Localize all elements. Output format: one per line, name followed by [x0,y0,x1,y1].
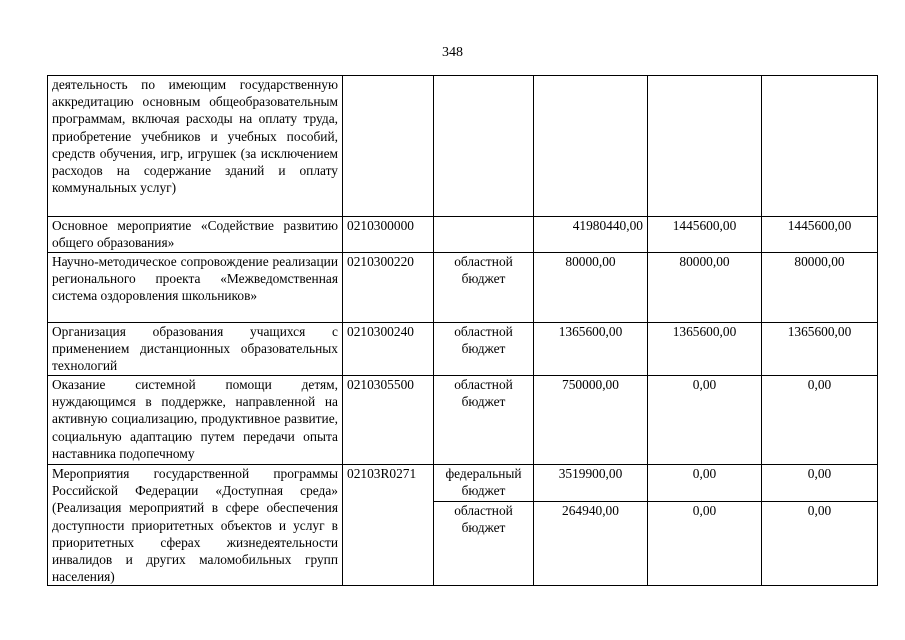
row-value-2: 1445600,00 [648,217,762,253]
row-value-1: 80000,00 [534,253,648,323]
row-value-1 [534,76,648,217]
row-source: областной бюджет [434,253,534,323]
row-value-3: 1365600,00 [762,323,878,376]
row-value-2: 0,00 [648,465,762,502]
row-code [343,76,434,217]
row-value-3: 0,00 [762,502,878,586]
row-source [434,217,534,253]
row-value-2 [648,76,762,217]
row-name: Мероприятия государственной программы Российской Федерации «Доступная среда» (Реализация мероприятий в сфере обеспечения доступности приоритетных объектов и услуг в приоритетных сферах жизнедеятельности инвалидов и других маломобильных групп населения) [48,465,343,586]
row-value-2: 80000,00 [648,253,762,323]
row-name: деятельность по имеющим государственную аккредитацию основным общеобразовательным программам, включая расходы на оплату труда, приобретение учебников и учебных пособий, средств обучения, игр, игрушек (за исключением расходов на содержание зданий и оплату коммунальных услуг) [48,76,343,217]
row-value-3 [762,76,878,217]
row-value-1: 750000,00 [534,376,648,465]
table-row [48,376,878,465]
table-row [48,253,878,323]
row-value-2: 0,00 [648,376,762,465]
budget-table [47,75,878,586]
row-name: Основное мероприятие «Содействие развитию общего образования» [48,217,343,253]
row-value-2: 1365600,00 [648,323,762,376]
row-source [434,76,534,217]
row-name: Оказание системной помощи детям, нуждающимся в поддержке, направленной на активную социализацию, продуктивное развитие, социальную адаптацию путем передачи опыта наставника подопечному [48,376,343,465]
row-value-1: 41980440,00 [534,217,648,253]
row-name: Организация образования учащихся с применением дистанционных образовательных технологий [48,323,343,376]
row-value-3: 80000,00 [762,253,878,323]
row-value-1: 1365600,00 [534,323,648,376]
row-code: 0210305500 [343,376,434,465]
row-code: 0210300000 [343,217,434,253]
row-source: областной бюджет [434,502,534,586]
row-value-3: 0,00 [762,376,878,465]
row-source: областной бюджет [434,376,534,465]
row-code: 0210300220 [343,253,434,323]
row-code: 0210300240 [343,323,434,376]
row-source: областной бюджет [434,323,534,376]
row-name: Научно-методическое сопровождение реализации регионального проекта «Межведомственная система оздоровления школьников» [48,253,343,323]
row-source: федеральный бюджет [434,465,534,502]
page-number: 348 [442,45,463,60]
row-code: 02103R0271 [343,465,434,586]
table-row [48,217,878,253]
row-value-2: 0,00 [648,502,762,586]
row-value-1: 264940,00 [534,502,648,586]
row-value-1: 3519900,00 [534,465,648,502]
table-row [48,76,878,217]
table-row [48,323,878,376]
row-value-3: 0,00 [762,465,878,502]
table-row [48,465,878,502]
row-value-3: 1445600,00 [762,217,878,253]
